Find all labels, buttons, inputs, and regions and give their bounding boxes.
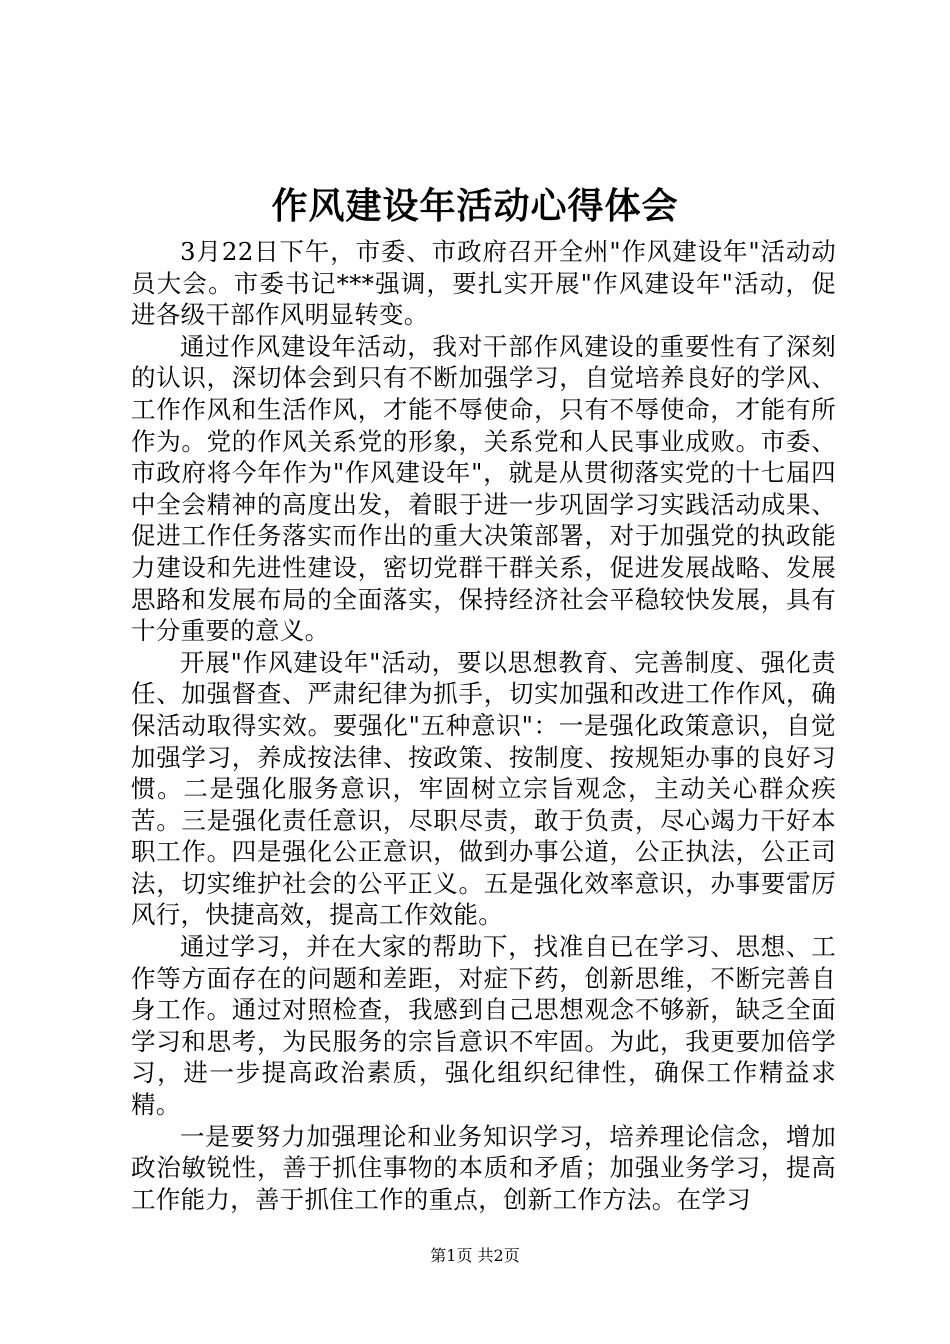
paragraph-1: 3月22日下午，市委、市政府召开全州"作风建设年"活动动员大会。市委书记***强调，要扎实开展"作风建设年"活动，促进各级干部作风明显转变。: [131, 237, 836, 330]
paragraph-3: 开展"作风建设年"活动，要以思想教育、完善制度、强化责任、加强督查、严肃纪律为抓手，切实加强和改进工作作风，确保活动取得实效。要强化"五种意识"：一是强化政策意识，自觉加强学习，养成按法律、按政策、按制度、按规矩办事的良好习惯。二是强化服务意识，牢固树立宗旨观念，主动关心群众疾苦。三是强化责任意识，尽职尽责，敢于负责，尽心竭力干好本职工作。四是强化公正意识，做到办事公道，公正执法，公正司法，切实维护社会的公平正义。五是强化效率意识，办事要雷厉风行，快捷高效，提高工作效能。: [131, 647, 836, 930]
page-footer: 第1页 共2页: [430, 1246, 520, 1265]
document-body: [131, 236, 836, 1215]
paragraph-5: 一是要努力加强理论和业务知识学习，培养理论信念，增加政治敏锐性，善于抓住事物的本质和矛盾；加强业务学习，提高工作能力，善于抓住工作的重点，创新工作方法。在学习: [131, 1121, 836, 1214]
document-title: 作风建设年活动心得体会: [271, 185, 679, 227]
paragraph-4: 通过学习，并在大家的帮助下，找准自已在学习、思想、工作等方面存在的问题和差距，对症下药，创新思维，不断完善自身工作。通过对照检查，我感到自己思想观念不够新，缺乏全面学习和思考，为民服务的宗旨意识不牢固。为此，我更要加倍学习，进一步提高政治素质，强化组织纪律性，确保工作精益求精。: [131, 932, 836, 1120]
paragraph-2: 通过作风建设年活动，我对干部作风建设的重要性有了深刻的认识，深切体会到只有不断加强学习，自觉培养良好的学风、工作作风和生活作风，才能不辱使命，只有不辱使命，才能有所作为。党的作风关系党的形象，关系党和人民事业成败。市委、市政府将今年作为"作风建设年"，就是从贯彻落实党的十七届四中全会精神的高度出发，着眼于进一步巩固学习实践活动成果、促进工作任务落实而作出的重大决策部署，对于加强党的执政能力建设和先进性建设，密切党群干群关系，促进发展战略、发展思路和发展布局的全面落实，保持经济社会平稳较快发展，具有十分重要的意义。: [131, 331, 836, 646]
